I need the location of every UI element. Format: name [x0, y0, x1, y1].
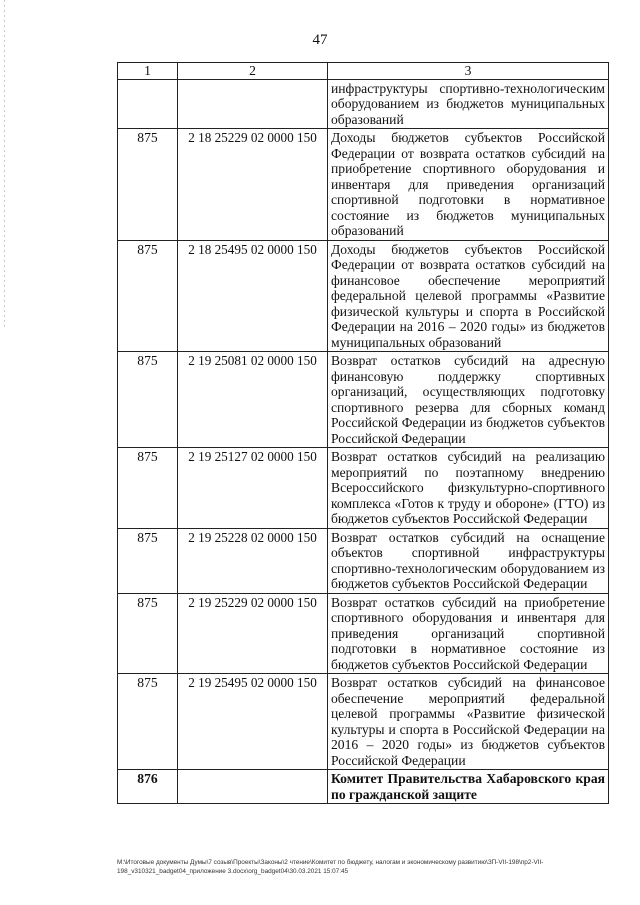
- scan-margin-mark: [4, 0, 5, 330]
- file-path-footer: М:\Итоговые документы Думы\7 созыв\Проекты\Законы\2 чтение\Комитет по бюджету, налогам и экономическому развитию\ЗП-VII-198\пр2-VII-198_v310321_badget04_приложение 3.docx\org_badget04\30.03.2021 15:07:45: [117, 859, 544, 875]
- table-header-cell: 1: [118, 63, 178, 80]
- table-row: [118, 528, 609, 593]
- table-row: [118, 79, 609, 129]
- income-name-cell: Комитет Правительства Хабаровского края по гражданской защите: [328, 770, 609, 804]
- budget-code-cell: 2 19 25081 02 0000 150: [178, 352, 328, 448]
- table-row: [118, 593, 609, 674]
- admin-code-cell: 875: [118, 448, 178, 529]
- income-name-cell: Возврат остатков субсидий на реализацию мероприятий по поэтапному внедрению Всероссийского физкультурно-спортивного комплекса «Готов к труду и обороне» (ГТО) из бюджетов субъектов Российской Федерации: [328, 448, 609, 529]
- table-row: [118, 240, 609, 352]
- income-name-cell: инфраструктуры спортивно-технологическим оборудованием из бюджетов муниципальных образований: [328, 79, 609, 129]
- admin-code-cell: 875: [118, 593, 178, 674]
- table-header-cell: 2: [178, 63, 328, 80]
- table-row: [118, 352, 609, 448]
- budget-codes-table: [117, 62, 609, 804]
- budget-code-cell: 2 19 25229 02 0000 150: [178, 593, 328, 674]
- table-row: [118, 448, 609, 529]
- income-name-cell: Возврат остатков субсидий на оснащение объектов спортивной инфраструктуры спортивно-технологическим оборудованием из бюджетов субъектов Российской Федерации: [328, 528, 609, 593]
- budget-code-cell: 2 18 25229 02 0000 150: [178, 129, 328, 241]
- page-number: 47: [312, 32, 328, 48]
- income-name-cell: Доходы бюджетов субъектов Российской Федерации от возврата остатков субсидий на приобретение спортивного оборудования и инвентаря для приведения организаций спортивной подготовки в нормативное состояние из бюджетов муниципальных образований: [328, 129, 609, 241]
- budget-code-cell: [178, 79, 328, 129]
- budget-code-cell: 2 18 25495 02 0000 150: [178, 240, 328, 352]
- budget-code-cell: 2 19 25495 02 0000 150: [178, 674, 328, 770]
- admin-code-cell: 876: [118, 770, 178, 804]
- income-name-cell: Возврат остатков субсидий на приобретение спортивного оборудования и инвентаря для приведения организаций спортивной подготовки в нормативное состояние из бюджетов субъектов Российской Федерации: [328, 593, 609, 674]
- budget-code-cell: 2 19 25228 02 0000 150: [178, 528, 328, 593]
- income-name-cell: Возврат остатков субсидий на адресную финансовую поддержку спортивных организаций, осуществляющих подготовку спортивного резерва для сборных команд Российской Федерации из бюджетов субъектов Российской Федерации: [328, 352, 609, 448]
- admin-code-cell: 875: [118, 528, 178, 593]
- table-header-row: [118, 63, 609, 80]
- admin-code-cell: 875: [118, 674, 178, 770]
- income-name-cell: Возврат остатков субсидий на финансовое обеспечение мероприятий федеральной целевой программы «Развитие физической культуры и спорта в Российской Федерации на 2016 – 2020 годы» из бюджетов субъектов Российской Федерации: [328, 674, 609, 770]
- table-row: [118, 770, 609, 804]
- table-row: [118, 674, 609, 770]
- admin-code-cell: 875: [118, 352, 178, 448]
- budget-code-cell: 2 19 25127 02 0000 150: [178, 448, 328, 529]
- admin-code-cell: [118, 79, 178, 129]
- budget-code-cell: [178, 770, 328, 804]
- income-name-cell: Доходы бюджетов субъектов Российской Федерации от возврата остатков субсидий на финансовое обеспечение мероприятий федеральной целевой программы «Развитие физической культуры и спорта в Российской Федерации на 2016 – 2020 годы» из бюджетов муниципальных образований: [328, 240, 609, 352]
- table-header-cell: 3: [328, 63, 609, 80]
- admin-code-cell: 875: [118, 240, 178, 352]
- table-row: [118, 129, 609, 241]
- admin-code-cell: 875: [118, 129, 178, 241]
